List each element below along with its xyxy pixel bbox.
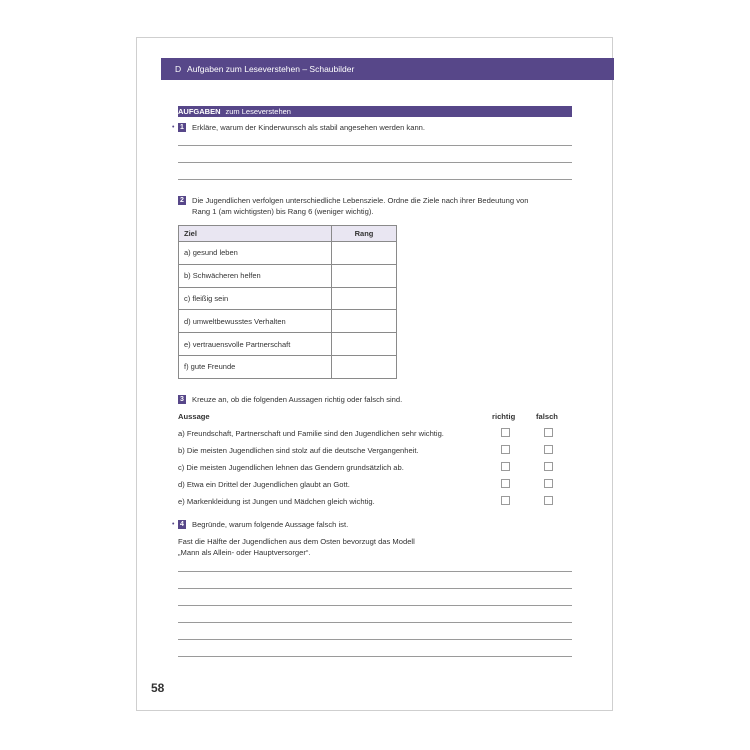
rang-input-cell[interactable] [332, 310, 397, 333]
answer-line[interactable] [178, 571, 572, 572]
statement-text: b) Die meisten Jugendlichen sind stolz auf die deutsche Vergangenheit. [178, 446, 419, 455]
table-row [179, 287, 397, 310]
page-number: 58 [151, 681, 165, 695]
richtig-checkbox[interactable] [501, 462, 510, 471]
section-title: Aufgaben zum Leseverstehen – Schaubilder [187, 64, 355, 74]
q3-number-badge: 3 [178, 395, 186, 404]
answer-line[interactable] [178, 179, 572, 180]
q4-quote-line2: „Mann als Allein- oder Hauptversorger“. [178, 548, 311, 557]
q4-quote-line1: Fast die Hälfte der Jugendlichen aus dem Osten bevorzugt das Modell [178, 537, 415, 546]
richtig-checkbox[interactable] [501, 445, 510, 454]
q2-text-line2: Rang 1 (am wichtigsten) bis Rang 6 (weniger wichtig). [192, 207, 374, 216]
aufgaben-heading-rest: zum Leseverstehen [225, 107, 291, 116]
rang-input-cell[interactable] [332, 287, 397, 310]
answer-line[interactable] [178, 656, 572, 657]
rang-input-cell[interactable] [332, 242, 397, 265]
answer-line[interactable] [178, 605, 572, 606]
statement-text: a) Freundschaft, Partnerschaft und Familie sind den Jugendlichen sehr wichtig. [178, 429, 444, 438]
answer-line[interactable] [178, 588, 572, 589]
ranking-table [178, 225, 397, 379]
rang-input-cell[interactable] [332, 333, 397, 356]
q1-text: Erkläre, warum der Kinderwunsch als stabil angesehen werden kann. [192, 123, 425, 132]
falsch-checkbox[interactable] [544, 496, 553, 505]
rang-column-header: Rang [332, 226, 397, 242]
rang-input-cell[interactable] [332, 355, 397, 378]
section-letter: D [175, 64, 182, 74]
table-row [179, 333, 397, 356]
aufgaben-heading-bar [178, 106, 572, 117]
ranking-table-header [179, 226, 397, 242]
falsch-column-header: falsch [536, 412, 558, 421]
section-header-bar [161, 58, 614, 80]
richtig-checkbox[interactable] [501, 479, 510, 488]
q4-text: Begründe, warum folgende Aussage falsch ist. [192, 520, 349, 529]
statement-text: e) Markenkleidung ist Jungen und Mädchen gleich wichtig. [178, 497, 375, 506]
q4-marker: • [172, 521, 175, 528]
rang-input-cell[interactable] [332, 264, 397, 287]
richtig-checkbox[interactable] [501, 496, 510, 505]
q1-number-badge: 1 [178, 123, 186, 132]
ziel-cell: c) fleißig sein [179, 287, 332, 310]
richtig-checkbox[interactable] [501, 428, 510, 437]
answer-line[interactable] [178, 622, 572, 623]
aufgaben-heading-bold: AUFGABEN [178, 107, 221, 116]
q1-marker: • [172, 124, 175, 131]
ziel-cell: e) vertrauensvolle Partnerschaft [179, 333, 332, 356]
richtig-column-header: richtig [492, 412, 516, 421]
ziel-cell: b) Schwächeren helfen [179, 264, 332, 287]
table-row [179, 355, 397, 378]
statement-text: d) Etwa ein Drittel der Jugendlichen glaubt an Gott. [178, 480, 350, 489]
q2-text-line1: Die Jugendlichen verfolgen unterschiedliche Lebensziele. Ordne die Ziele nach ihrer Bedeutung von [192, 196, 529, 205]
answer-line[interactable] [178, 145, 572, 146]
ziel-column-header: Ziel [179, 226, 332, 242]
ziel-cell: f) gute Freunde [179, 355, 332, 378]
aussage-column-header: Aussage [178, 412, 210, 421]
statement-text: c) Die meisten Jugendlichen lehnen das Gendern grundsätzlich ab. [178, 463, 404, 472]
answer-line[interactable] [178, 639, 572, 640]
falsch-checkbox[interactable] [544, 462, 553, 471]
q2-number-badge: 2 [178, 196, 186, 205]
answer-line[interactable] [178, 162, 572, 163]
ziel-cell: d) umweltbewusstes Verhalten [179, 310, 332, 333]
falsch-checkbox[interactable] [544, 428, 553, 437]
workbook-page [136, 37, 613, 711]
table-row [179, 310, 397, 333]
ziel-cell: a) gesund leben [179, 242, 332, 265]
falsch-checkbox[interactable] [544, 445, 553, 454]
falsch-checkbox[interactable] [544, 479, 553, 488]
q4-number-badge: 4 [178, 520, 186, 529]
table-row [179, 264, 397, 287]
table-row [179, 242, 397, 265]
q3-text: Kreuze an, ob die folgenden Aussagen richtig oder falsch sind. [192, 395, 403, 404]
